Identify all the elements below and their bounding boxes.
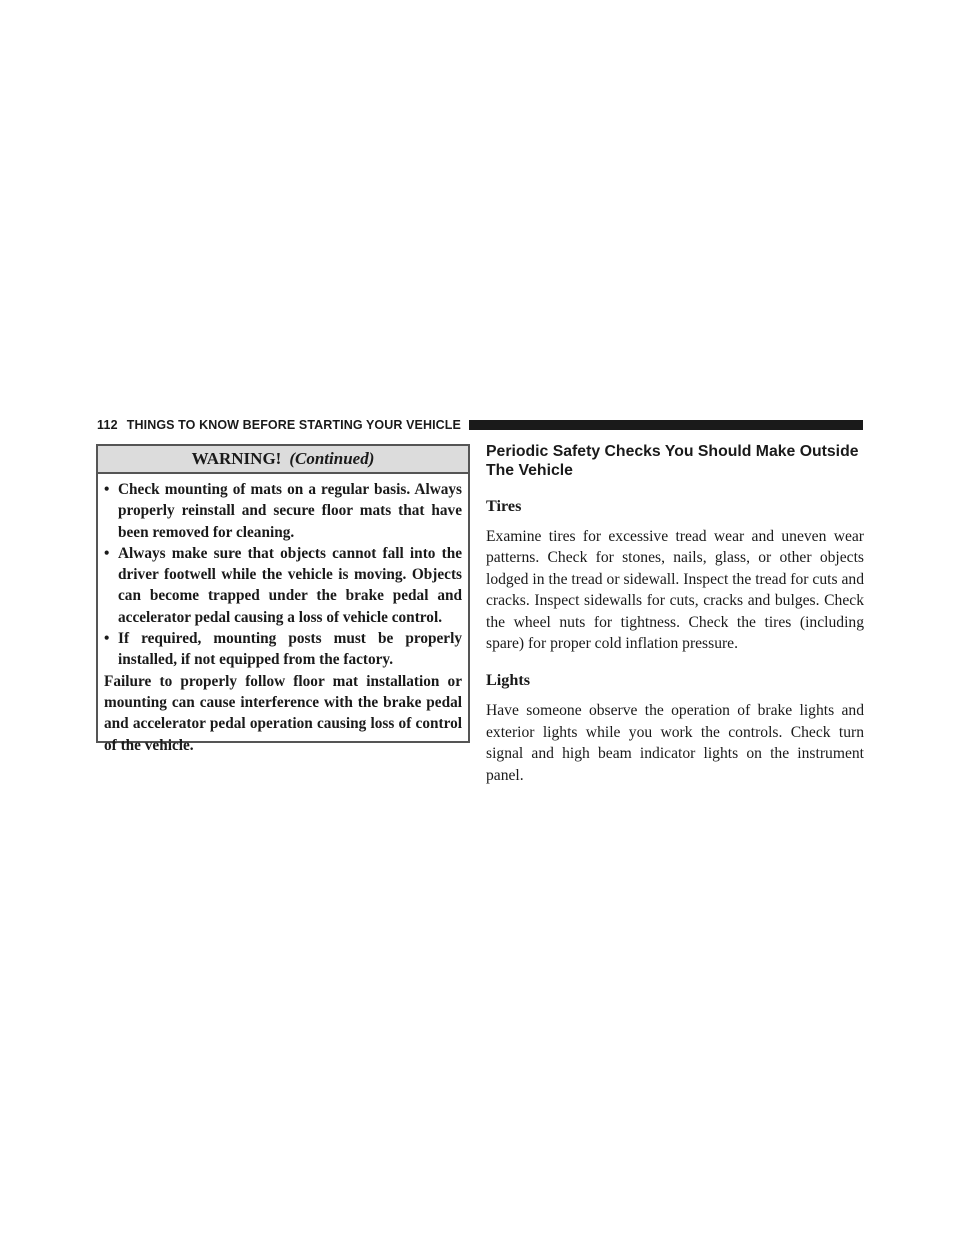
warning-bullet-text: Always make sure that objects cannot fall into the driver footwell while the vehicle is moving. Objects can become trapped under the brake pedal and accelerator pedal causing a loss of vehicle control.	[118, 544, 462, 626]
warning-box	[96, 444, 470, 754]
bullet-dot: •	[104, 481, 110, 498]
right-column	[486, 442, 864, 786]
warning-bullet	[104, 543, 462, 628]
header-rule	[469, 420, 863, 430]
tires-paragraph: Examine tires for excessive tread wear and uneven wear patterns. Check for stones, nails, glass, or other objects lodged in the tread or sidewall. Inspect the tread for cuts and cracks. Inspect sidewalls for cuts, cracks and bulges. Check the wheel nuts for tightness. Check the tires (including spare) for proper cold inflation pressure.	[486, 528, 864, 653]
warning-closing: Failure to properly follow floor mat installation or mounting can cause interference with the brake pedal and accelerator pedal operation causing loss of control of the vehicle.	[104, 672, 462, 754]
warning-title: WARNING!	[191, 449, 282, 468]
tires-heading: Tires	[486, 497, 522, 515]
warning-bullet	[104, 479, 462, 543]
page-header	[97, 417, 863, 433]
section-title: Periodic Safety Checks You Should Make Outside The Vehicle	[486, 443, 859, 479]
warning-bullet-text: If required, mounting posts must be properly installed, if not equipped from the factory.	[118, 630, 462, 669]
lights-heading: Lights	[486, 671, 531, 690]
running-title: THINGS TO KNOW BEFORE STARTING YOUR VEHICLE	[126, 418, 461, 432]
warning-bullet	[104, 628, 462, 671]
lights-paragraph: Have someone observe the operation of brake lights and exterior lights while you work the controls. Check turn signal and high beam indicator lights on the instrument panel.	[486, 702, 864, 784]
bullet-dot: •	[104, 630, 110, 648]
warning-header	[98, 446, 468, 474]
warning-body	[98, 474, 468, 756]
warning-continued: (Continued)	[289, 449, 375, 468]
warning-bullet-text: Check mounting of mats on a regular basis. Always properly reinstall and secure floor mats that have been removed for cleaning.	[118, 481, 462, 541]
page-number: 112	[97, 418, 118, 432]
bullet-dot: •	[104, 544, 110, 562]
